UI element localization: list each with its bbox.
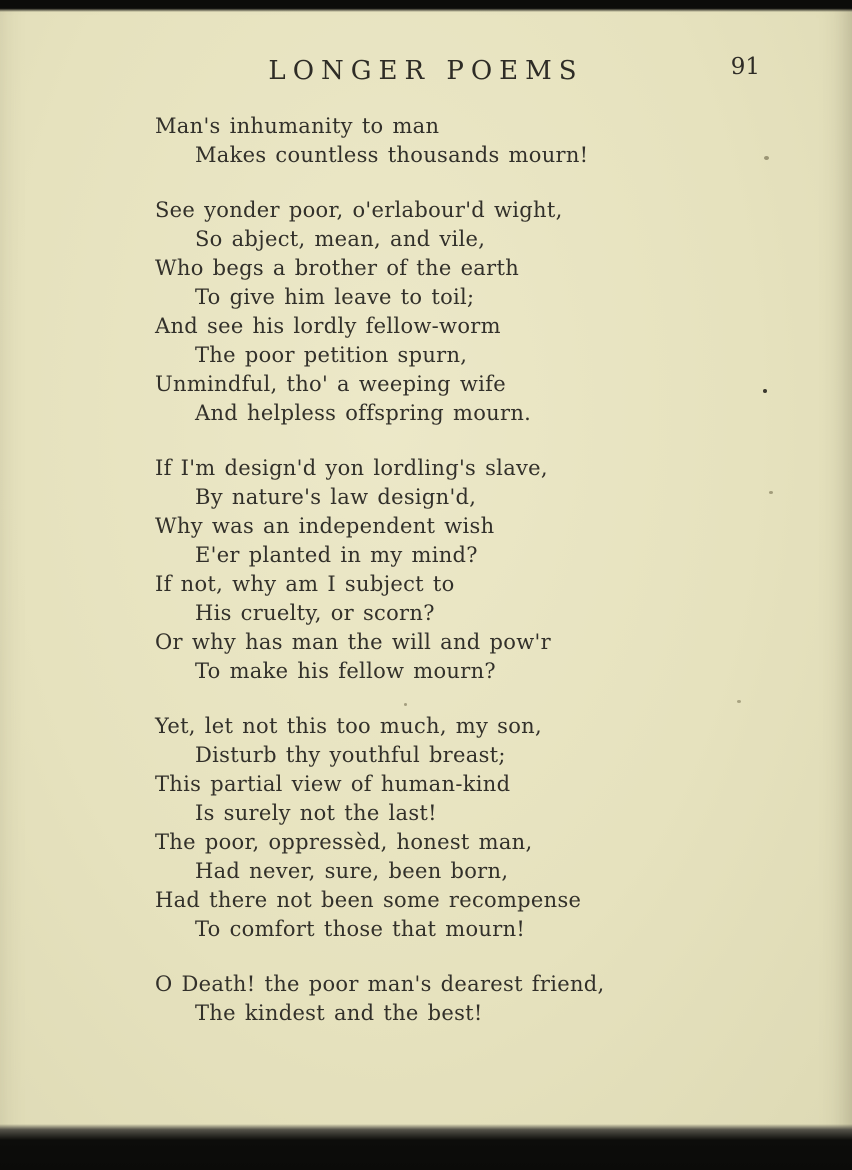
poem-line: Disturb thy youthful breast; xyxy=(195,743,506,767)
poem-line: Unmindful, tho' a weeping wife xyxy=(155,372,506,396)
poem-line: Had there not been some recompense xyxy=(155,888,582,912)
stanza xyxy=(155,454,715,686)
paper-speck xyxy=(764,156,769,160)
scan-edge-top xyxy=(0,0,852,12)
poem-line: Makes countless thousands mourn! xyxy=(195,143,589,167)
poem-line: Or why has man the will and pow'r xyxy=(155,630,551,654)
stanza xyxy=(155,196,715,428)
poem-line: Who begs a brother of the earth xyxy=(155,256,520,280)
poem-line: The poor petition spurn, xyxy=(195,343,468,367)
stanza xyxy=(155,112,715,170)
poem-line: By nature's law design'd, xyxy=(195,485,477,509)
poem-line: If not, why am I subject to xyxy=(155,572,455,596)
page-header: LONGER POEMS xyxy=(268,56,584,86)
poem-line: To give him leave to toil; xyxy=(195,285,475,309)
poem-line: The kindest and the best! xyxy=(195,1001,483,1025)
poem-line: And see his lordly fellow-worm xyxy=(155,314,501,338)
poem-line: To make his fellow mourn? xyxy=(195,659,496,683)
poem-line: Why was an independent wish xyxy=(155,514,495,538)
poem-line: This partial view of human-kind xyxy=(155,772,511,796)
poem-line: Is surely not the last! xyxy=(195,801,437,825)
poem-line: E'er planted in my mind? xyxy=(195,543,478,567)
poem-line: Man's inhumanity to man xyxy=(155,114,440,138)
poem-line: Had never, sure, been born, xyxy=(195,859,509,883)
poem-line: O Death! the poor man's dearest friend, xyxy=(155,972,605,996)
poem-line: And helpless offspring mourn. xyxy=(195,401,532,425)
scan-edge-bottom xyxy=(0,1124,852,1170)
stanza xyxy=(155,712,715,944)
paper-speck xyxy=(763,389,767,393)
poem-line: See yonder poor, o'erlabour'd wight, xyxy=(155,198,563,222)
paper-speck xyxy=(769,491,773,494)
poem-line: The poor, oppressèd, honest man, xyxy=(155,830,533,854)
stanza xyxy=(155,970,715,1028)
page-number: 91 xyxy=(730,54,760,80)
poem-line: So abject, mean, and vile, xyxy=(195,227,486,251)
paper-speck xyxy=(404,703,407,706)
poem-line: His cruelty, or scorn? xyxy=(195,601,435,625)
poem-line: If I'm design'd yon lordling's slave, xyxy=(155,456,548,480)
poem-line: To comfort those that mourn! xyxy=(195,917,526,941)
poem-body xyxy=(155,112,715,1054)
paper-speck xyxy=(737,700,741,703)
poem-line: Yet, let not this too much, my son, xyxy=(155,714,542,738)
